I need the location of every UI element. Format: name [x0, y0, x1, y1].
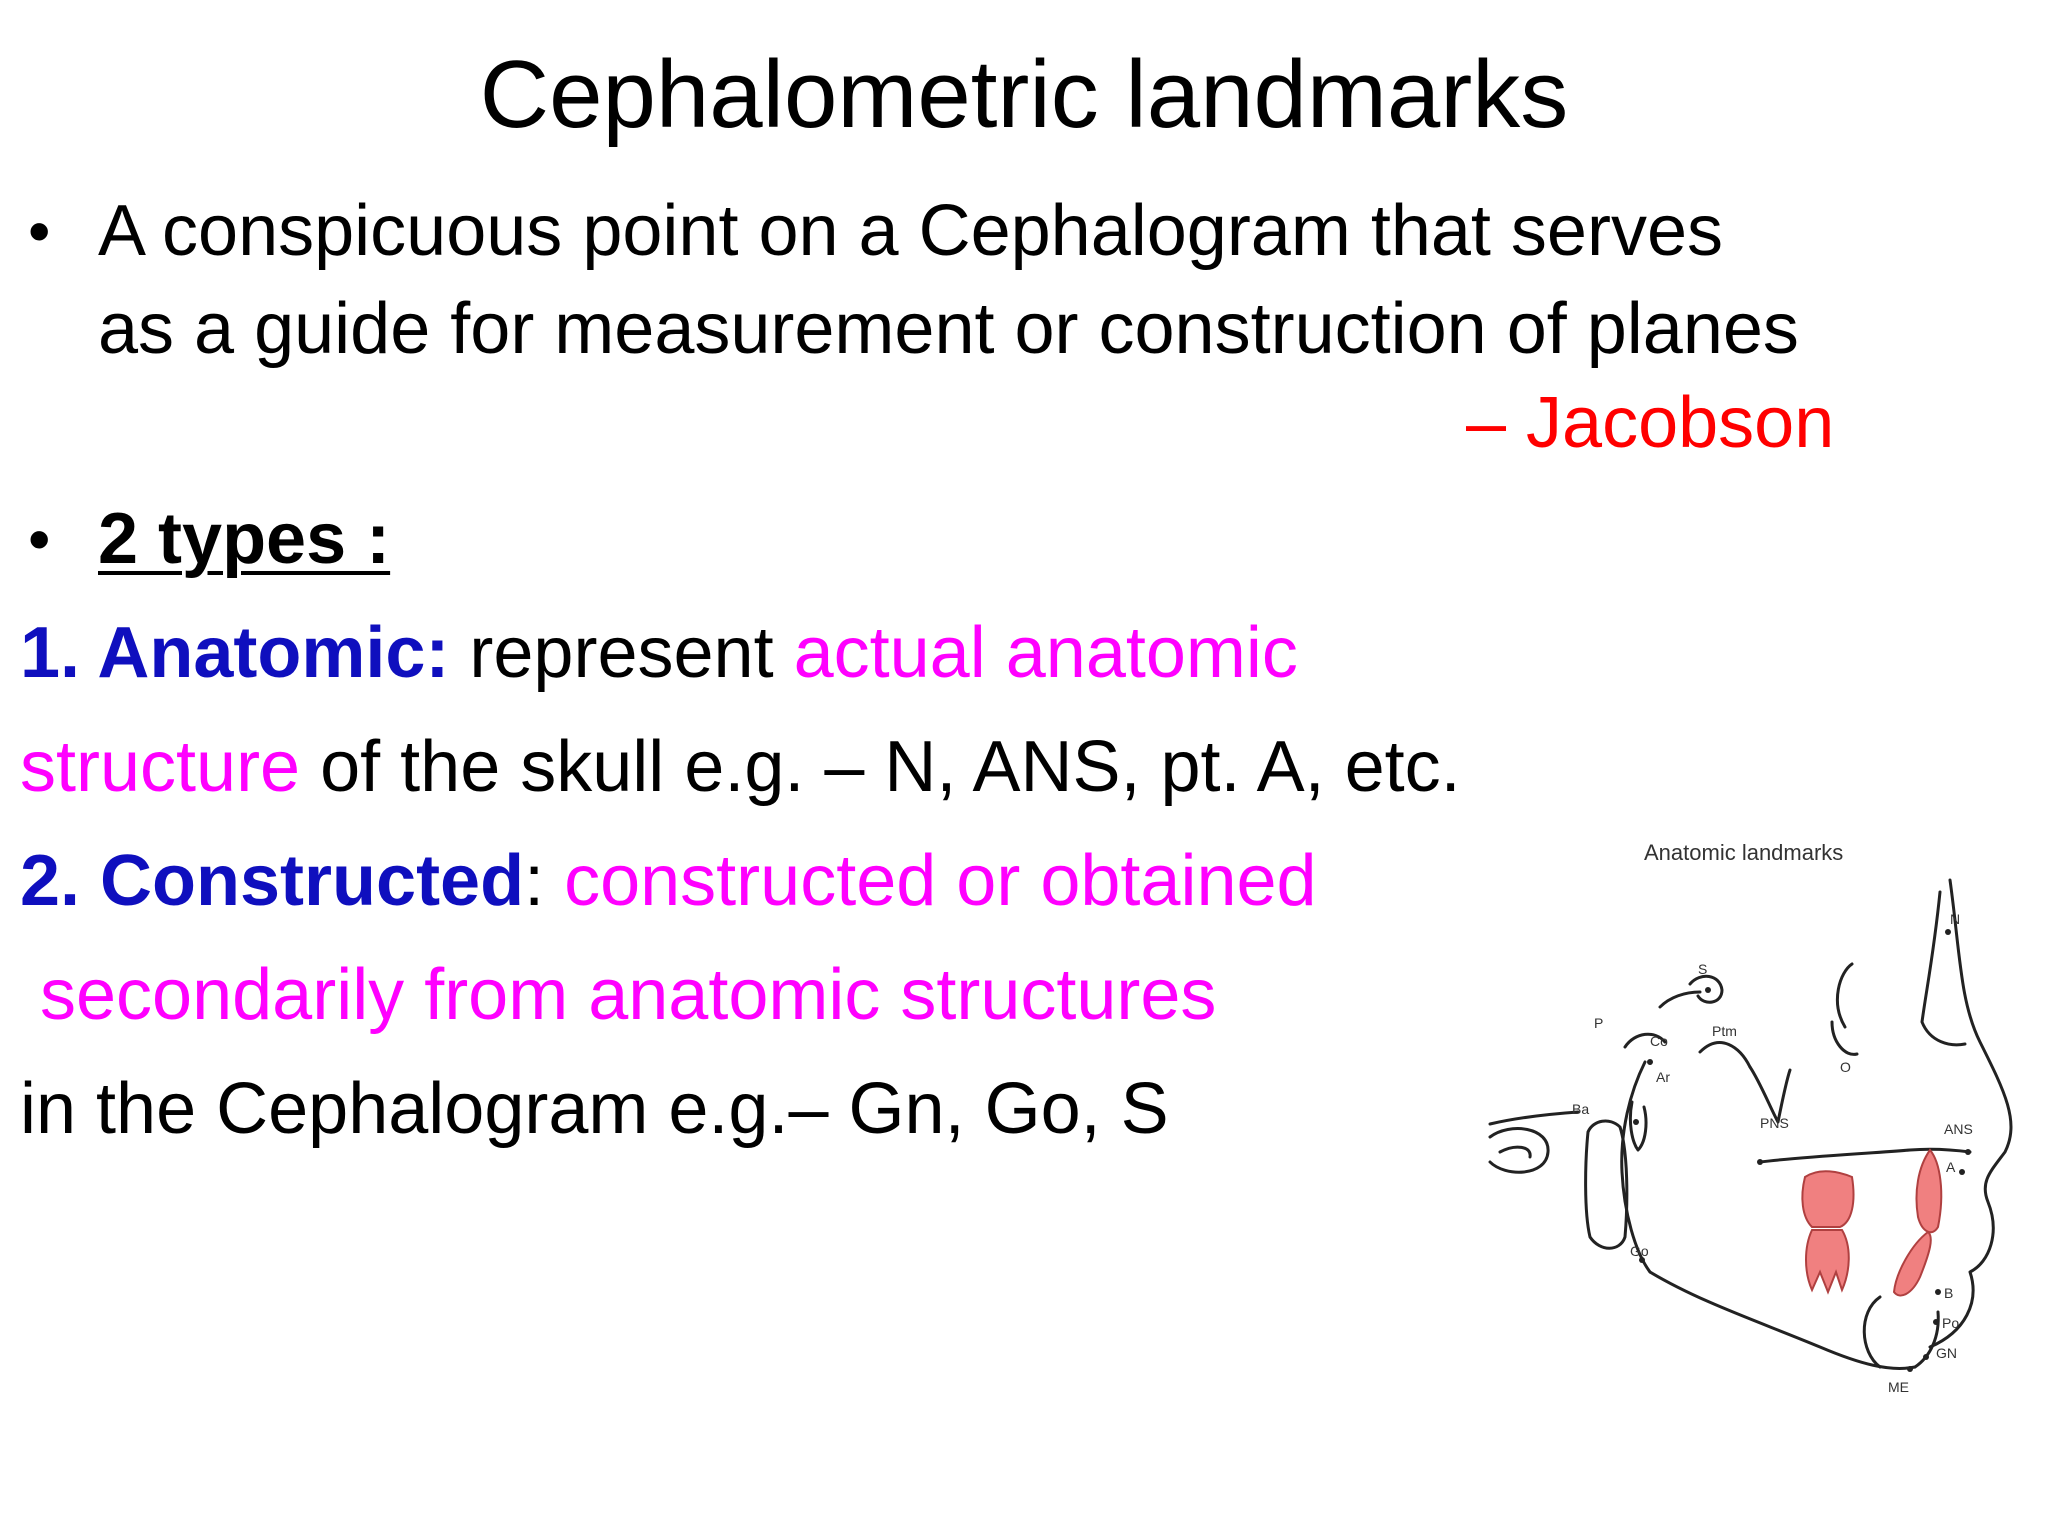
diagram-caption: Anatomic landmarks — [1644, 840, 1844, 865]
landmark-point-po — [1933, 1319, 1939, 1325]
landmark-point-ar — [1647, 1059, 1653, 1065]
bullet-icon: • — [28, 503, 51, 575]
basion-outline — [1630, 1102, 1646, 1150]
landmark-point-ans — [1965, 1149, 1971, 1155]
landmark-point-ba — [1633, 1119, 1639, 1125]
bullet-icon: • — [28, 195, 51, 267]
label-me: ME — [1888, 1379, 1909, 1395]
landmark-point-s — [1705, 987, 1711, 993]
ptm-outline — [1750, 1067, 1790, 1122]
label-ba: Ba — [1572, 1101, 1590, 1117]
landmark-point-a — [1959, 1169, 1965, 1175]
ear-inner — [1500, 1147, 1530, 1157]
anatomic-line-1 — [20, 608, 1298, 698]
vertebra-outline — [1586, 1121, 1627, 1248]
palate-line — [1760, 1149, 1970, 1162]
label-o: O — [1840, 1059, 1851, 1075]
label-po: Po — [1942, 1315, 1960, 1331]
constructed-line-2: secondarily from anatomic structures — [40, 955, 1217, 1035]
label-co: Co — [1650, 1033, 1668, 1049]
ear-line — [1490, 1112, 1578, 1124]
molar-lower — [1806, 1230, 1849, 1292]
anatomic-highlight-1: actual anatomic — [793, 613, 1298, 693]
constructed-line-1 — [20, 836, 1317, 926]
facial-profile — [1930, 880, 2011, 1347]
anatomic-highlight-2: structure — [20, 727, 301, 807]
constructed-line-3: in the Cephalogram e.g.– Gn, Go, S — [20, 1069, 1169, 1149]
label-go: Go — [1630, 1243, 1649, 1259]
label-ptm: Ptm — [1712, 1023, 1737, 1039]
cephalometric-diagram — [1460, 832, 2048, 1422]
ear-outline — [1490, 1129, 1548, 1173]
definition-line-2: as a guide for measurement or construction of planes — [98, 289, 1799, 369]
orbit-outline — [1837, 964, 1852, 1027]
mandible-outline — [1650, 1272, 1915, 1368]
label-p: P — [1594, 1015, 1604, 1031]
landmark-point-n — [1945, 929, 1951, 935]
pterygoid-outline — [1700, 1043, 1750, 1067]
landmark-point-gn — [1923, 1354, 1929, 1360]
label-a: A — [1946, 1159, 1956, 1175]
chin-inner — [1864, 1297, 1880, 1367]
molar-upper — [1802, 1171, 1853, 1227]
label-b: B — [1944, 1285, 1954, 1301]
label-s: S — [1698, 961, 1708, 977]
label-n: N — [1950, 911, 1961, 927]
landmark-point-b — [1935, 1289, 1941, 1295]
incisor-lower — [1894, 1232, 1931, 1296]
anatomic-text-2: of the skull e.g. – N, ANS, pt. A, etc. — [300, 727, 1461, 807]
definition-attribution: – Jacobson — [1466, 383, 1835, 463]
definition-line-1: A conspicuous point on a Cephalogram that serves — [98, 191, 1723, 271]
label-gn: GN — [1936, 1345, 1957, 1361]
label-ans: ANS — [1944, 1121, 1973, 1137]
landmark-point-me — [1907, 1366, 1913, 1372]
constructed-label: 2. Constructed — [20, 841, 525, 921]
anatomic-label: 1. Anatomic: — [20, 613, 450, 693]
anatomic-line-2 — [20, 722, 1461, 812]
types-heading: 2 types : — [98, 499, 391, 579]
incisor-upper — [1917, 1150, 1942, 1232]
constructed-colon: : — [524, 841, 565, 921]
sella-process — [1660, 992, 1700, 1007]
anatomic-text-1: represent — [449, 613, 794, 693]
constructed-highlight-1: constructed or obtained — [564, 841, 1317, 921]
landmark-point-pns — [1757, 1159, 1763, 1165]
slide-title: Cephalometric landmarks — [479, 41, 1569, 148]
label-pns: PNS — [1760, 1115, 1789, 1131]
label-ar: Ar — [1656, 1069, 1670, 1085]
